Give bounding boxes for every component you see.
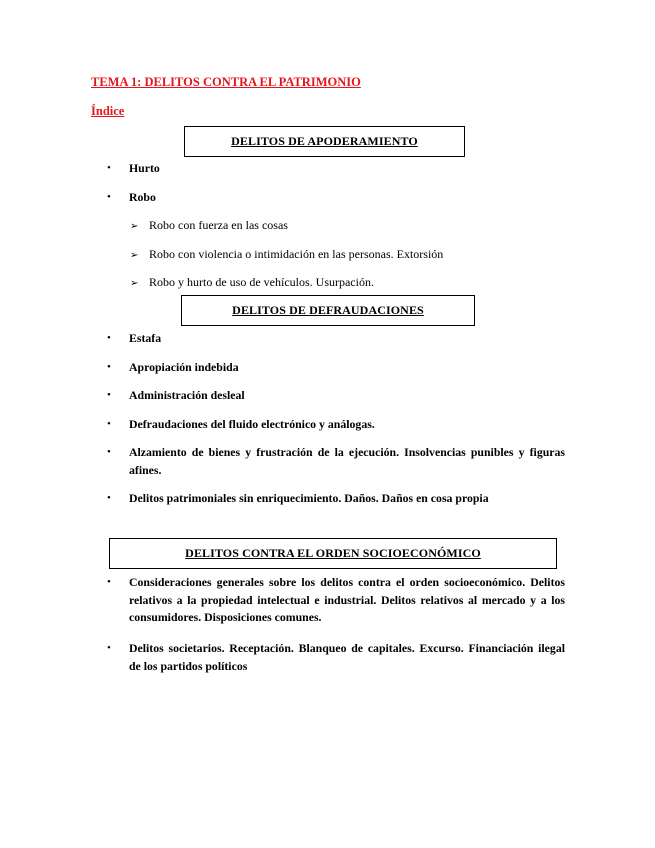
bullet-icon: • [107, 332, 111, 344]
sub-list-item-text: Robo y hurto de uso de vehículos. Usurpación. [149, 275, 374, 289]
list-item [107, 640, 565, 675]
bullet-icon: • [107, 642, 111, 654]
list-item-text: Delitos societarios. Receptación. Blanqueo de capitales. Excurso. Financiación ilegal de los partidos políticos [129, 641, 565, 673]
bullet-icon: • [107, 361, 111, 373]
list-item [107, 416, 565, 434]
section-heading-apoderamiento: DELITOS DE APODERAMIENTO [184, 126, 465, 157]
bullet-icon: • [107, 389, 111, 401]
section-heading-orden-socioeconomico: DELITOS CONTRA EL ORDEN SOCIOECONÓMICO [109, 538, 557, 569]
list-item-text: Apropiación indebida [129, 360, 239, 374]
document-title: TEMA 1: DELITOS CONTRA EL PATRIMONIO [91, 75, 361, 89]
sub-list-item-text: Robo con violencia o intimidación en las personas. Extorsión [149, 247, 444, 261]
list-item [107, 359, 565, 377]
list-item [107, 387, 565, 405]
list-item-text: Administración desleal [129, 388, 245, 402]
bullet-icon: • [107, 492, 111, 504]
list-item-text: Estafa [129, 331, 162, 345]
list-item-text: Robo [129, 190, 156, 204]
bullet-icon: • [107, 418, 111, 430]
list-item-text: Alzamiento de bienes y frustración de la ejecución. Insolvencias punibles y figuras afines. [129, 445, 565, 477]
sub-list-item [130, 246, 443, 264]
arrow-bullet-icon: ➢ [130, 250, 139, 261]
bullet-icon: • [107, 191, 111, 203]
list-item [107, 444, 565, 479]
list-item-text: Hurto [129, 161, 160, 175]
bullet-icon: • [107, 446, 111, 458]
sub-list-item [130, 217, 288, 235]
list-item [107, 160, 565, 178]
bullet-icon: • [107, 162, 111, 174]
index-label: Índice [91, 104, 125, 118]
section-heading-defraudaciones: DELITOS DE DEFRAUDACIONES [181, 295, 475, 326]
list-item [107, 490, 565, 508]
list-item [107, 189, 565, 207]
arrow-bullet-icon: ➢ [130, 278, 139, 289]
list-item-text: Consideraciones generales sobre los delitos contra el orden socioeconómico. Delitos relativos a la propiedad intelectual e industrial. Delitos relativos al mercado y a los consumidores. Disposiciones comunes. [129, 575, 565, 624]
sub-list-item-text: Robo con fuerza en las cosas [149, 218, 288, 232]
arrow-bullet-icon: ➢ [130, 221, 139, 232]
bullet-icon: • [107, 576, 111, 588]
list-item [107, 574, 565, 627]
list-item-text: Delitos patrimoniales sin enriquecimiento. Daños. Daños en cosa propia [129, 491, 489, 505]
list-item-text: Defraudaciones del fluido electrónico y análogas. [129, 417, 375, 431]
list-item [107, 330, 565, 348]
sub-list-item [130, 274, 374, 292]
